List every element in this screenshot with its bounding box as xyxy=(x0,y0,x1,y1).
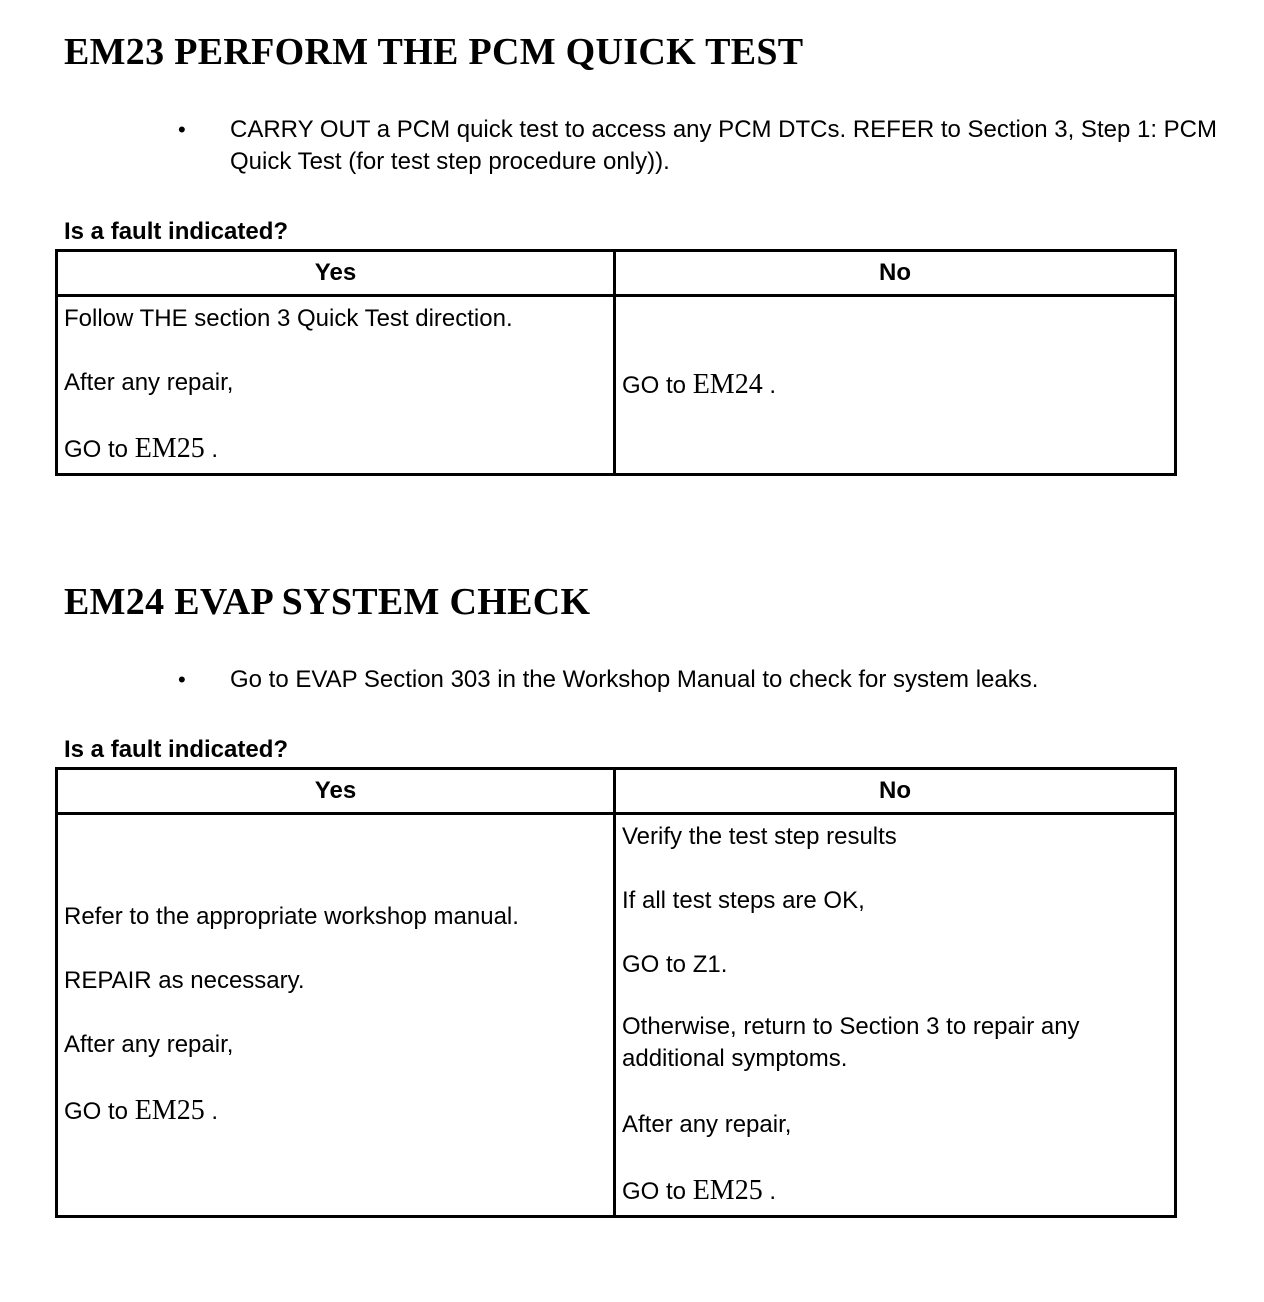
goto-prefix: GO to xyxy=(64,1098,135,1125)
goto-suffix: . xyxy=(204,1098,219,1125)
no-line: Verify the test step results xyxy=(622,823,897,850)
goto-prefix: GO to xyxy=(64,436,135,463)
goto-suffix: . xyxy=(204,436,219,463)
yes-cell xyxy=(57,296,615,475)
goto-em24-link[interactable]: EM24 xyxy=(692,369,763,400)
goto-em25-link[interactable]: EM25 xyxy=(692,1175,763,1206)
goto-prefix: GO to xyxy=(622,372,693,399)
bullet-icon: • xyxy=(178,667,186,692)
yes-line: Follow THE section 3 Quick Test direction. xyxy=(64,305,513,332)
no-line: After any repair, xyxy=(622,1111,792,1138)
no-column-header: No xyxy=(615,769,1176,814)
goto-suffix: . xyxy=(762,1178,777,1205)
no-line: Otherwise, return to Section 3 to repair any additional symptoms. xyxy=(622,1013,1080,1072)
no-column-header: No xyxy=(615,251,1176,296)
yes-column-header: Yes xyxy=(57,251,615,296)
no-goto xyxy=(622,1175,776,1207)
yes-cell xyxy=(57,814,615,1217)
section-em24-title: EM24 EVAP SYSTEM CHECK xyxy=(64,581,591,623)
section-em24-result-table xyxy=(55,767,1177,1218)
yes-line: After any repair, xyxy=(64,369,234,396)
yes-line: Refer to the appropriate workshop manual. xyxy=(64,903,519,930)
yes-line: After any repair, xyxy=(64,1031,234,1058)
instruction-text: Go to EVAP Section 303 in the Workshop Manual to check for system leaks. xyxy=(230,666,1039,693)
section-em24-question: Is a fault indicated? xyxy=(64,736,289,763)
section-em23-result-table xyxy=(55,249,1177,476)
yes-column-header: Yes xyxy=(57,769,615,814)
goto-prefix: GO to xyxy=(622,1178,693,1205)
no-goto xyxy=(622,369,776,401)
section-em23-question: Is a fault indicated? xyxy=(64,218,289,245)
section-em23-title: EM23 PERFORM THE PCM QUICK TEST xyxy=(64,31,804,73)
yes-goto xyxy=(64,1095,218,1127)
goto-suffix: . xyxy=(762,372,777,399)
yes-goto xyxy=(64,433,218,465)
goto-em25-link[interactable]: EM25 xyxy=(134,1095,205,1126)
bullet-icon: • xyxy=(178,117,186,142)
no-line: GO to Z1. xyxy=(622,951,728,978)
yes-line: REPAIR as necessary. xyxy=(64,967,305,994)
no-line: If all test steps are OK, xyxy=(622,887,865,914)
instruction-text: CARRY OUT a PCM quick test to access any PCM DTCs. REFER to Section 3, Step 1: PCM Quick Test (for test step procedure only)). xyxy=(230,116,1217,175)
no-cell xyxy=(615,296,1176,475)
goto-em25-link[interactable]: EM25 xyxy=(134,433,205,464)
no-cell xyxy=(615,814,1176,1217)
